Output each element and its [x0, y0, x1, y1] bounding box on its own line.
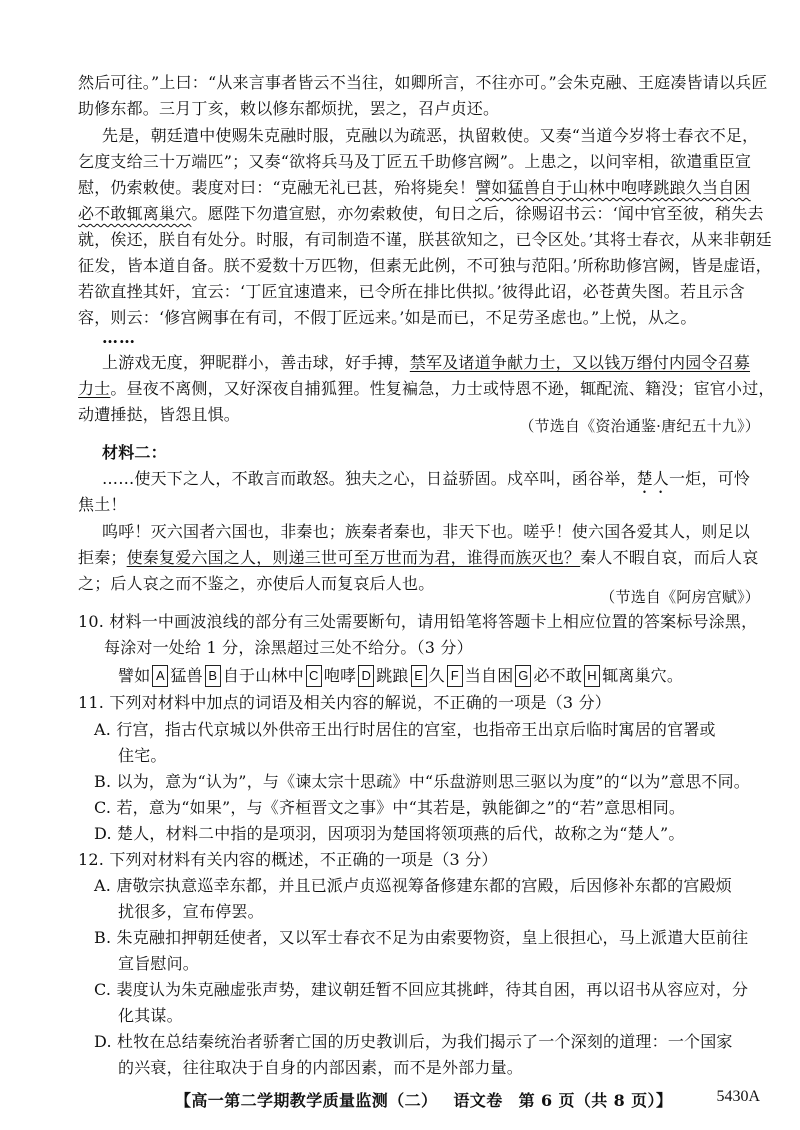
passage-line	[78, 545, 758, 571]
segment-text: 跳踉	[376, 666, 409, 685]
question-stem: 11. 下列对材料中加点的词语及相关内容的解说，不正确的一项是（3 分）	[78, 693, 611, 712]
segment-text: 辄离巢穴。	[602, 666, 684, 685]
section-heading: 材料二：	[102, 443, 167, 462]
question-stem: 每涂对一处给 1 分，涂黑超过三处不给分。（3 分）	[104, 638, 473, 657]
source-citation: （节选自《资治通鉴·唐纪五十九》）	[519, 417, 760, 435]
page-footer	[175, 1088, 672, 1111]
passage-line: 之；后人哀之而不鉴之，亦使后人而复哀后人也。	[78, 574, 435, 593]
passage-line: 动遭捶挞，皆怨且惧。	[78, 405, 241, 424]
answer-option-b: B. 以为，意为“认为”，与《谏太宗十思疏》中“乐盘游则思三驱以为度”的“以为”意思不同。	[94, 772, 751, 791]
answer-option-b-continued: 宣旨慰问。	[118, 954, 200, 973]
passage-line: 助修东都。三月丁亥，敕以修东都烦扰，罢之，召卢贞还。	[78, 99, 500, 118]
underlined-text: 使秦复爱六国之人，则递三世可至万世而为君，谁得而族灭也？	[126, 548, 581, 567]
exam-title: 【高一第二学期教学质量监测（二）	[175, 1091, 438, 1110]
passage-text: 拒秦；	[78, 548, 127, 567]
passage-text: 。昼夜不离侧，又好深夜自捕狐狸。性复褊急，力士或恃恩不逊，辄配流、籍没；宦官小过，	[110, 379, 775, 398]
answer-box-h[interactable]: H	[584, 665, 600, 687]
answer-option-a-continued: 扰很多，宣布停罢。	[118, 902, 264, 921]
segment-text: 猛兽	[170, 666, 203, 685]
segment-text: 久	[428, 666, 445, 685]
answer-option-c: C. 裴度认为朱克融虚张声势，建议朝廷暂不回应其挑衅，待其自困，再以诏书从容应对，分	[94, 980, 749, 999]
segment-text: 譬如	[118, 666, 151, 685]
ellipsis: ……	[102, 328, 136, 347]
source-citation: （节选自《阿房宫赋》）	[600, 588, 760, 606]
segment-text: 必不敢	[533, 666, 583, 685]
passage-line	[78, 201, 764, 227]
passage-line: 乞度支给三十万端匹”；又奏“欲将兵马及丁匠五千助修宫阙”。上患之，以问宰相，欲遣重臣宣	[78, 152, 752, 171]
wavy-underlined-text: 譬如猛兽自于山林中咆哮跳踉久当自困	[475, 178, 751, 197]
answer-option-d: D. 杜牧在总结秦统治者骄奢亡国的历史教训后，为我们揭示了一个深刻的道理：一个国家	[94, 1032, 733, 1051]
passage-text: 秦人不暇自哀，而后人哀	[580, 548, 759, 567]
underlined-text: 禁军及诸道争献力士，又以钱万缗付内园令召募	[409, 353, 751, 372]
answer-box-a[interactable]: A	[152, 665, 168, 687]
passage-line: 若欲直挫其奸，宜云：‘丁匠宜速遣来，已令所在排比供拟。’彼得此诏，必苍黄失图。若且示含	[78, 282, 745, 301]
answer-option-c-continued: 化其谋。	[118, 1006, 183, 1025]
passage-line	[78, 376, 775, 402]
passage-line	[102, 466, 750, 497]
answer-option-c: C. 若，意为“如果”，与《齐桓晋文之事》中“其若是，孰能御之”的“若”意思相同。	[94, 798, 686, 817]
passage-text: 一炬，可怜	[669, 469, 751, 488]
question-stem: 12. 下列对材料有关内容的概述，不正确的一项是（3 分）	[78, 850, 498, 869]
passage-line	[102, 350, 750, 376]
answer-option-a: A. 行宫，指古代京城以外供帝王出行时居住的宫室，也指帝王出京后临时寓居的官署或	[94, 720, 716, 739]
answer-box-c[interactable]: C	[306, 665, 322, 687]
passage-line: 先是，朝廷遣中使赐朱克融时服，克融以为疏恶，执留敕使。又奏“当道今岁将士春衣不足，	[102, 126, 759, 145]
passage-line: 然后可往。”上曰：“从来言事者皆云不当往，如卿所言，不往亦可。”会朱克融、王庭凑皆请以兵匠	[78, 73, 768, 92]
segment-text: 咆哮	[323, 666, 357, 685]
answer-box-g[interactable]: G	[515, 665, 531, 687]
answer-option-d-continued: 的兴衰，往往取决于自身的内部因素，而不是外部力量。	[118, 1058, 524, 1077]
wavy-underlined-text: 必不敢辄离巢穴	[78, 204, 192, 223]
passage-line: 焦土！	[78, 495, 127, 514]
passage-text: 上游戏无度，狎昵群小，善击球，好手搏，	[102, 353, 410, 372]
passage-line: 就，俟还，朕自有处分。时服，有司制造不谨，朕甚欲知之，已令区处。’其将士春衣，从来非朝廷	[78, 230, 772, 249]
answer-box-f[interactable]: F	[447, 665, 463, 687]
answer-option-d: D. 楚人，材料二中指的是项羽，因项羽为楚国将领项燕的后代，故称之为“楚人”。	[94, 824, 685, 843]
answer-box-d[interactable]: D	[358, 665, 374, 687]
subject-label: 语文卷	[453, 1091, 503, 1110]
sentence-break-options	[118, 663, 683, 689]
passage-text: ……使天下之人，不敢言而敢怒。独夫之心，日益骄固。戍卒叫，函谷举，	[102, 469, 637, 488]
paper-code: 5430A	[716, 1088, 760, 1105]
question-stem: 10. 材料一中画波浪线的部分有三处需要断句，请用铅笔将答题卡上相应位置的答案标号涂黑，	[78, 612, 758, 631]
passage-line: 征发，皆本道自备。朕不爱数十万匹物，但素无此例，不可独与范阳。’所称助修宫阙，皆是虚语，	[78, 256, 772, 275]
segment-text: 当自困	[464, 666, 514, 685]
answer-option-b: B. 朱克融扣押朝廷使者，又以军士春衣不足为由索要物资，皇上很担心，马上派遣大臣前往	[94, 928, 749, 947]
segment-text: 自于山林中	[222, 666, 304, 685]
passage-line	[78, 175, 751, 201]
passage-line: 容，则云：‘修宫阙事在有司，不假丁匠远来。’如是而已，不足劳圣虑也。”上悦，从之。	[78, 308, 697, 327]
underlined-text: 力士	[78, 379, 111, 398]
passage-line: 呜呼！灭六国者六国也，非秦也；族秦者秦也，非天下也。嗟乎！使六国各爱其人，则足以	[102, 522, 751, 541]
passage-text: 。愿陛下勿遣宣慰，亦勿索敕使，旬日之后，徐赐诏书云：‘闻中官至彼，稍失去	[191, 204, 764, 223]
passage-text: 慰，仍索敕使。裴度对曰：“克融无礼已甚，殆将毙矣！	[78, 178, 476, 197]
page-number: 第 6 页（共 8 页）】	[518, 1091, 673, 1110]
dotted-emphasis-text: 楚人	[636, 469, 670, 488]
answer-box-b[interactable]: B	[205, 665, 221, 687]
answer-option-a: A. 唐敬宗执意巡幸东都，并且已派卢贞巡视筹备修建东都的宫殿，后因修补东都的宫殿烦	[94, 876, 732, 895]
answer-box-e[interactable]: E	[411, 665, 427, 687]
answer-option-a-continued: 住宅。	[118, 746, 167, 765]
